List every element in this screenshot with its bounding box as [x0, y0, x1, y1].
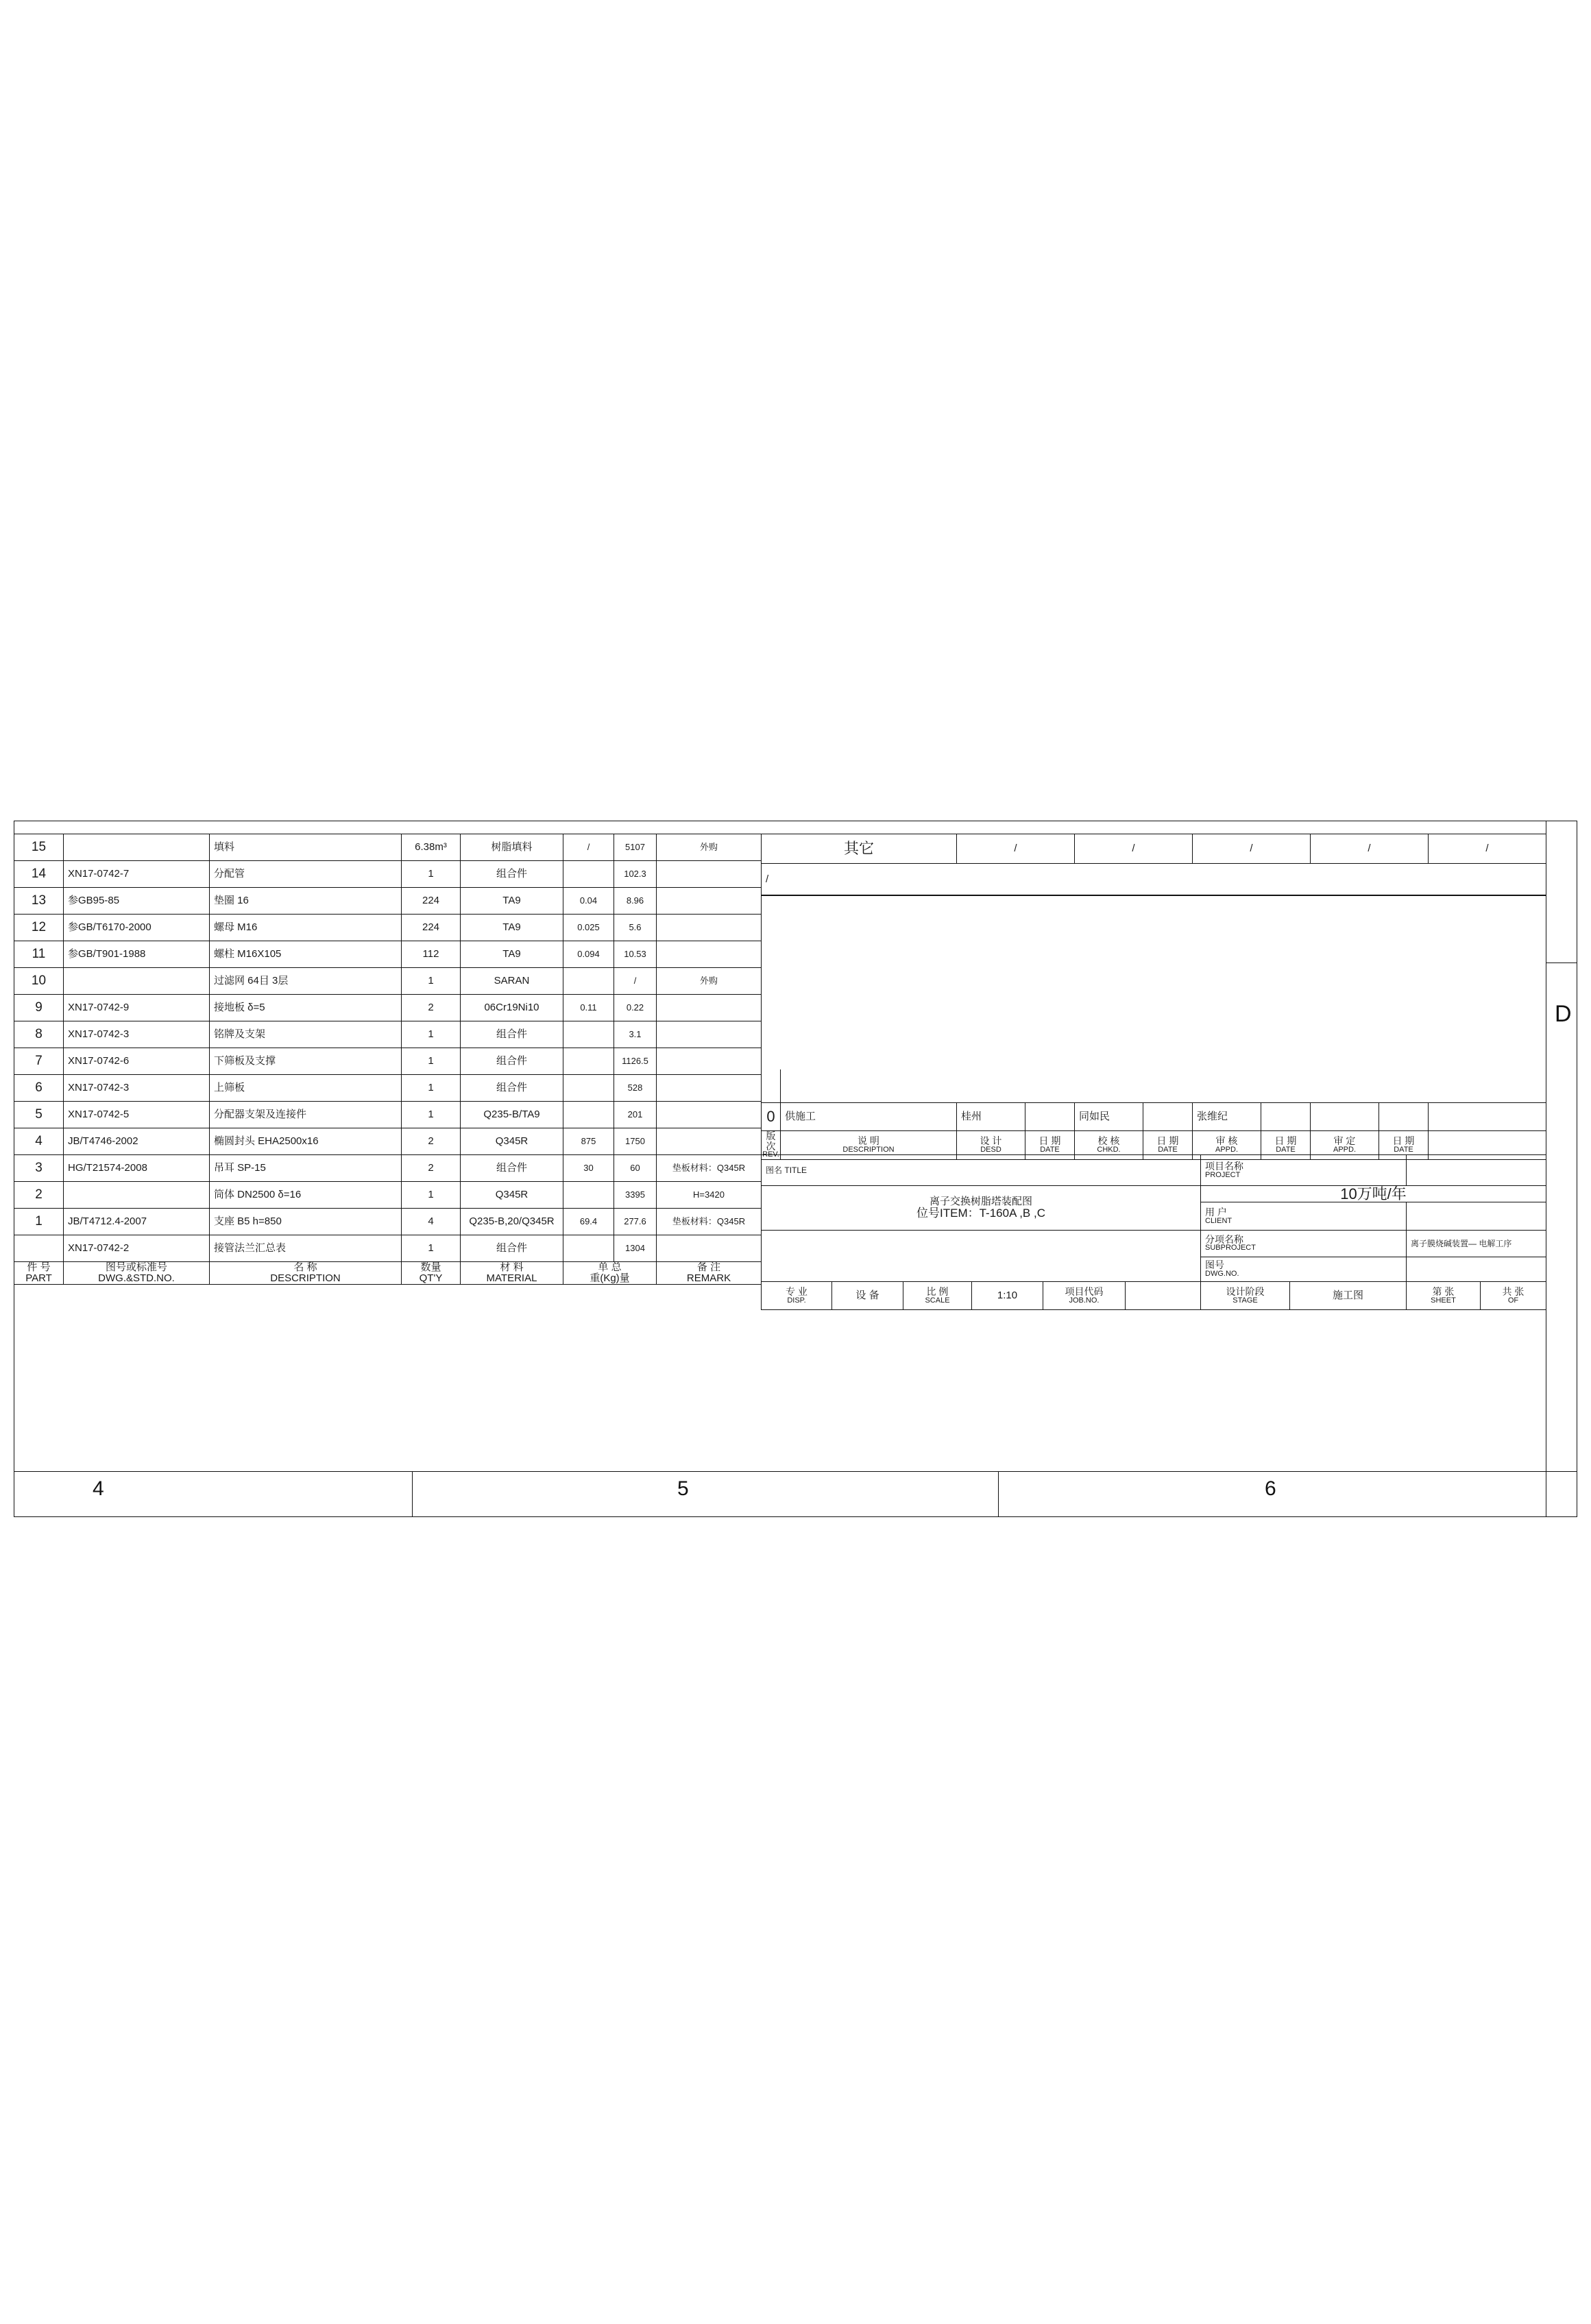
bom-header-desc: 名 称 DESCRIPTION — [210, 1262, 402, 1285]
bom-cell-part: 14 — [14, 861, 64, 888]
bom-cell-material: TA9 — [461, 941, 563, 968]
bom-cell-unit-weight: 0.094 — [563, 941, 614, 968]
bom-header-material: 材 料 MATERIAL — [461, 1262, 563, 1285]
zone-divider-2 — [998, 1471, 999, 1516]
bom-cell-part: 11 — [14, 941, 64, 968]
bom-cell-description: 吊耳 SP-15 — [210, 1155, 402, 1182]
bom-cell-part: 2 — [14, 1182, 64, 1209]
bom-cell-material: TA9 — [461, 888, 563, 915]
other-second-row — [762, 864, 1546, 896]
bom-cell-dwg: XN17-0742-7 — [64, 861, 210, 888]
bom-cell-unit-weight — [563, 1235, 614, 1262]
frame-zone-line — [14, 1516, 1577, 1517]
bom-cell-part: 10 — [14, 968, 64, 995]
bom-cell-remark: 外购 — [657, 834, 762, 861]
rev-appd2-label: 审 定 APPD. — [1311, 1131, 1379, 1160]
bom-cell-dwg — [64, 834, 210, 861]
bom-cell-total-weight: 8.96 — [614, 888, 657, 915]
bom-row — [14, 1075, 762, 1102]
bom-cell-total-weight: 1126.5 — [614, 1048, 657, 1075]
rev-date4-label: 日 期 DATE — [1379, 1131, 1429, 1160]
other-mark-3: / — [1193, 834, 1311, 864]
bom-cell-part: 6 — [14, 1075, 64, 1102]
bom-cell-dwg: XN17-0742-5 — [64, 1102, 210, 1128]
bom-cell-material: Q345R — [461, 1182, 563, 1209]
bom-cell-dwg: XN17-0742-6 — [64, 1048, 210, 1075]
bom-header-part: 件 号 PART — [14, 1262, 64, 1285]
bom-cell-description: 接管法兰汇总表 — [210, 1235, 402, 1262]
bom-cell-unit-weight: / — [563, 834, 614, 861]
bom-cell-description: 上筛板 — [210, 1075, 402, 1102]
other-label: 其它 — [762, 834, 957, 864]
rev-description-label: 说 明 DESCRIPTION — [781, 1131, 957, 1160]
rev-appd-label: 审 核 APPD. — [1193, 1131, 1261, 1160]
bom-cell-unit-weight — [563, 1102, 614, 1128]
bom-cell-material: Q235-B,20/Q345R — [461, 1209, 563, 1235]
bom-cell-part: 4 — [14, 1128, 64, 1155]
jobno-value — [1126, 1282, 1201, 1310]
bom-cell-description: 筒体 DN2500 δ=16 — [210, 1182, 402, 1209]
bom-cell-description: 螺柱 M16X105 — [210, 941, 402, 968]
rev-description-value: 供施工 — [781, 1103, 957, 1131]
bom-cell-remark — [657, 1102, 762, 1128]
bom-cell-dwg: JB/T4746-2002 — [64, 1128, 210, 1155]
other-row2-mark: / — [762, 864, 1546, 896]
rev-desd-label: 设 计 DESD — [957, 1131, 1025, 1160]
bom-cell-qty: 2 — [402, 995, 461, 1021]
bom-header-qty: 数量 QT'Y — [402, 1262, 461, 1285]
bom-cell-unit-weight — [563, 1048, 614, 1075]
title-spacer-2 — [762, 1257, 1201, 1282]
bom-cell-total-weight: 277.6 — [614, 1209, 657, 1235]
bom-header-dwg: 图号或标准号 DWG.&STD.NO. — [64, 1262, 210, 1285]
project-label: 项目名称 PROJECT — [1201, 1155, 1407, 1186]
bom-cell-dwg: HG/T21574-2008 — [64, 1155, 210, 1182]
bom-cell-qty: 1 — [402, 1235, 461, 1262]
bom-cell-remark — [657, 1128, 762, 1155]
bom-cell-total-weight: / — [614, 968, 657, 995]
bom-cell-unit-weight: 0.025 — [563, 915, 614, 941]
bom-cell-dwg: XN17-0742-3 — [64, 1075, 210, 1102]
title-row-1 — [762, 1155, 1546, 1186]
bom-cell-total-weight: 5.6 — [614, 915, 657, 941]
bom-cell-material: 组合件 — [461, 861, 563, 888]
rev-blank-cell — [1429, 1103, 1546, 1131]
bom-cell-part: 5 — [14, 1102, 64, 1128]
bom-cell-description: 垫圈 16 — [210, 888, 402, 915]
disp-value: 设 备 — [832, 1282, 903, 1310]
bom-cell-total-weight: 1304 — [614, 1235, 657, 1262]
rev-label: 版次 REV. — [762, 1130, 779, 1159]
subproject-label: 分项名称 SUBPROJECT — [1201, 1231, 1407, 1257]
bom-cell-qty: 112 — [402, 941, 461, 968]
bom-cell-qty: 224 — [402, 888, 461, 915]
bom-cell-description: 接地板 δ=5 — [210, 995, 402, 1021]
bom-cell-total-weight: 10.53 — [614, 941, 657, 968]
bom-cell-part: 15 — [14, 834, 64, 861]
bom-cell-unit-weight — [563, 1075, 614, 1102]
other-table — [761, 834, 1546, 896]
bom-cell-dwg: XN17-0742-9 — [64, 995, 210, 1021]
bom-cell-part — [14, 1235, 64, 1262]
bom-row — [14, 861, 762, 888]
subproject-value: 离子膜烧碱装置— 电解工序 — [1407, 1231, 1546, 1257]
bom-cell-description: 螺母 M16 — [210, 915, 402, 941]
bom-cell-qty: 1 — [402, 861, 461, 888]
bom-cell-part: 12 — [14, 915, 64, 941]
drawing-title-item: 位号ITEM：T-160A ,B ,C — [916, 1207, 1045, 1220]
client-label: 用 户 CLIENT — [1201, 1202, 1407, 1231]
bom-cell-remark: 垫板材料：Q345R — [657, 1209, 762, 1235]
project-value: 10万吨/年 — [1201, 1186, 1546, 1202]
bom-row — [14, 888, 762, 915]
titleblock-band-divider — [780, 1069, 781, 1102]
scale-value: 1:10 — [972, 1282, 1043, 1310]
bom-cell-description: 铭牌及支架 — [210, 1021, 402, 1048]
bom-cell-remark: 垫板材料：Q345R — [657, 1155, 762, 1182]
zone-label-4: 4 — [93, 1477, 104, 1500]
bom-cell-qty: 1 — [402, 1182, 461, 1209]
revision-values-row — [762, 1103, 1546, 1131]
bom-cell-part: 7 — [14, 1048, 64, 1075]
bom-cell-description: 分配器支架及连接件 — [210, 1102, 402, 1128]
bom-row — [14, 968, 762, 995]
bom-cell-total-weight: 60 — [614, 1155, 657, 1182]
bom-cell-remark — [657, 1075, 762, 1102]
bom-cell-part: 3 — [14, 1155, 64, 1182]
bom-cell-part: 13 — [14, 888, 64, 915]
rev-design-value: 桂州 — [957, 1103, 1025, 1131]
bom-cell-dwg — [64, 1182, 210, 1209]
bom-cell-remark — [657, 995, 762, 1021]
bom-row — [14, 834, 762, 861]
bom-cell-total-weight: 3.1 — [614, 1021, 657, 1048]
bom-cell-unit-weight — [563, 1021, 614, 1048]
frame-bottom-line — [14, 1471, 1577, 1472]
bom-cell-part: 9 — [14, 995, 64, 1021]
bom-cell-dwg: 参GB/T6170-2000 — [64, 915, 210, 941]
bom-cell-material: TA9 — [461, 915, 563, 941]
rev-appd2-date — [1379, 1103, 1429, 1131]
title-label: 图名 TITLE — [762, 1155, 1201, 1186]
rev-date1-label: 日 期 DATE — [1025, 1131, 1075, 1160]
bom-cell-qty: 6.38m³ — [402, 834, 461, 861]
disp-label: 专 业 DISP. — [762, 1282, 832, 1310]
rev-appd-value: 张维纪 — [1193, 1103, 1261, 1131]
zone-label-5: 5 — [677, 1477, 689, 1500]
bom-cell-remark — [657, 1048, 762, 1075]
bom-cell-unit-weight: 69.4 — [563, 1209, 614, 1235]
rev-chkd-label: 校 核 CHKD. — [1075, 1131, 1143, 1160]
bom-row — [14, 1209, 762, 1235]
bom-cell-remark — [657, 941, 762, 968]
bom-cell-unit-weight: 0.11 — [563, 995, 614, 1021]
bom-cell-unit-weight — [563, 1182, 614, 1209]
project-blank — [1407, 1155, 1546, 1186]
bom-cell-qty: 2 — [402, 1128, 461, 1155]
bom-cell-unit-weight: 30 — [563, 1155, 614, 1182]
bom-cell-material: Q345R — [461, 1128, 563, 1155]
bom-header-remark: 备 注 REMARK — [657, 1262, 762, 1285]
bom-cell-description: 下筛板及支撑 — [210, 1048, 402, 1075]
bom-row — [14, 915, 762, 941]
bom-cell-total-weight: 3395 — [614, 1182, 657, 1209]
zone-divider-1 — [412, 1471, 413, 1516]
client-value — [1407, 1202, 1546, 1231]
bom-cell-remark: H=3420 — [657, 1182, 762, 1209]
bom-cell-total-weight: 528 — [614, 1075, 657, 1102]
bom-row — [14, 1021, 762, 1048]
rev-date3-label: 日 期 DATE — [1261, 1131, 1311, 1160]
bom-cell-qty: 1 — [402, 1075, 461, 1102]
bom-cell-dwg: XN17-0742-2 — [64, 1235, 210, 1262]
other-mark-4: / — [1311, 834, 1429, 864]
bom-cell-material: 组合件 — [461, 1048, 563, 1075]
rev-appd2-value — [1311, 1103, 1379, 1131]
scale-label: 比 例 SCALE — [903, 1282, 972, 1310]
of-label: 共 张 OF — [1481, 1282, 1546, 1310]
bom-cell-unit-weight: 0.04 — [563, 888, 614, 915]
rev-number: 0 — [762, 1103, 781, 1131]
bom-cell-remark: 外购 — [657, 968, 762, 995]
bom-cell-material: 组合件 — [461, 1155, 563, 1182]
dwgno-label: 图号 DWG.NO. — [1201, 1257, 1407, 1282]
bom-cell-unit-weight: 875 — [563, 1128, 614, 1155]
bom-cell-dwg: 参GB/T901-1988 — [64, 941, 210, 968]
other-header-row — [762, 834, 1546, 864]
bom-cell-qty: 1 — [402, 1048, 461, 1075]
bom-cell-remark — [657, 915, 762, 941]
bom-cell-description: 椭圆封头 EHA2500x16 — [210, 1128, 402, 1155]
bom-cell-qty: 224 — [402, 915, 461, 941]
bom-row — [14, 1155, 762, 1182]
stage-label: 设计阶段 STAGE — [1201, 1282, 1290, 1310]
bom-row — [14, 995, 762, 1021]
bom-cell-dwg: 参GB95-85 — [64, 888, 210, 915]
bom-cell-qty: 2 — [402, 1155, 461, 1182]
bom-cell-dwg: JB/T4712.4-2007 — [64, 1209, 210, 1235]
bom-cell-description: 过滤网 64目 3层 — [210, 968, 402, 995]
bom-cell-material: 06Cr19Ni10 — [461, 995, 563, 1021]
bom-cell-remark — [657, 1235, 762, 1262]
bom-cell-total-weight: 102.3 — [614, 861, 657, 888]
title-row-4 — [762, 1231, 1546, 1257]
bom-cell-material: 组合件 — [461, 1021, 563, 1048]
bom-cell-total-weight: 0.22 — [614, 995, 657, 1021]
bom-cell-total-weight: 5107 — [614, 834, 657, 861]
bom-cell-description: 支座 B5 h=850 — [210, 1209, 402, 1235]
rev-check-value: 同如民 — [1075, 1103, 1143, 1131]
bom-cell-dwg — [64, 968, 210, 995]
bom-cell-material: 树脂填料 — [461, 834, 563, 861]
rev-date2-label: 日 期 DATE — [1143, 1131, 1193, 1160]
bom-cell-material: 组合件 — [461, 1075, 563, 1102]
bom-row — [14, 1235, 762, 1262]
bom-row — [14, 941, 762, 968]
sheet-label: 第 张 SHEET — [1407, 1282, 1481, 1310]
dwgno-value — [1407, 1257, 1546, 1282]
jobno-label: 项目代码 JOB.NO. — [1043, 1282, 1126, 1310]
zone-label-6: 6 — [1265, 1477, 1276, 1500]
row-label-d: D — [1555, 1001, 1572, 1027]
bom-cell-qty: 1 — [402, 1021, 461, 1048]
bom-cell-qty: 1 — [402, 1102, 461, 1128]
bom-row — [14, 1048, 762, 1075]
rev-design-date — [1025, 1103, 1075, 1131]
bom-row — [14, 1102, 762, 1128]
bom-cell-qty: 4 — [402, 1209, 461, 1235]
bom-cell-remark — [657, 1021, 762, 1048]
main-title-table — [761, 1154, 1546, 1310]
revision-table — [761, 1102, 1546, 1160]
bom-cell-part: 8 — [14, 1021, 64, 1048]
title-row-6 — [762, 1282, 1546, 1310]
other-mark-5: / — [1429, 834, 1546, 864]
bom-cell-description: 填料 — [210, 834, 402, 861]
bom-cell-total-weight: 1750 — [614, 1128, 657, 1155]
other-mark-2: / — [1075, 834, 1193, 864]
bom-row — [14, 1128, 762, 1155]
title-row-2 — [762, 1186, 1546, 1202]
bom-cell-dwg: XN17-0742-3 — [64, 1021, 210, 1048]
bom-cell-part: 1 — [14, 1209, 64, 1235]
bom-header-weight: 单 总 重(Kg)量 — [563, 1262, 657, 1285]
rev-check-date — [1143, 1103, 1193, 1131]
bom-cell-qty: 1 — [402, 968, 461, 995]
title-row-5 — [762, 1257, 1546, 1282]
bom-cell-unit-weight — [563, 861, 614, 888]
bom-row — [14, 1182, 762, 1209]
other-mark-1: / — [957, 834, 1075, 864]
drawing-title — [762, 1186, 1201, 1231]
bom-cell-material: SARAN — [461, 968, 563, 995]
drawing-title-main: 离子交换树脂塔装配图 — [929, 1196, 1032, 1208]
bom-header-row — [14, 1262, 762, 1285]
bom-cell-remark — [657, 888, 762, 915]
title-spacer — [762, 1231, 1201, 1257]
bom-cell-material: Q235-B/TA9 — [461, 1102, 563, 1128]
bom-table — [14, 834, 762, 1285]
bom-cell-unit-weight — [563, 968, 614, 995]
stage-value: 施工图 — [1290, 1282, 1407, 1310]
bom-cell-remark — [657, 861, 762, 888]
titleblock-band-left — [761, 895, 762, 1102]
bom-cell-total-weight: 201 — [614, 1102, 657, 1128]
bom-cell-material: 组合件 — [461, 1235, 563, 1262]
bom-cell-description: 分配管 — [210, 861, 402, 888]
rev-appd-date — [1261, 1103, 1311, 1131]
